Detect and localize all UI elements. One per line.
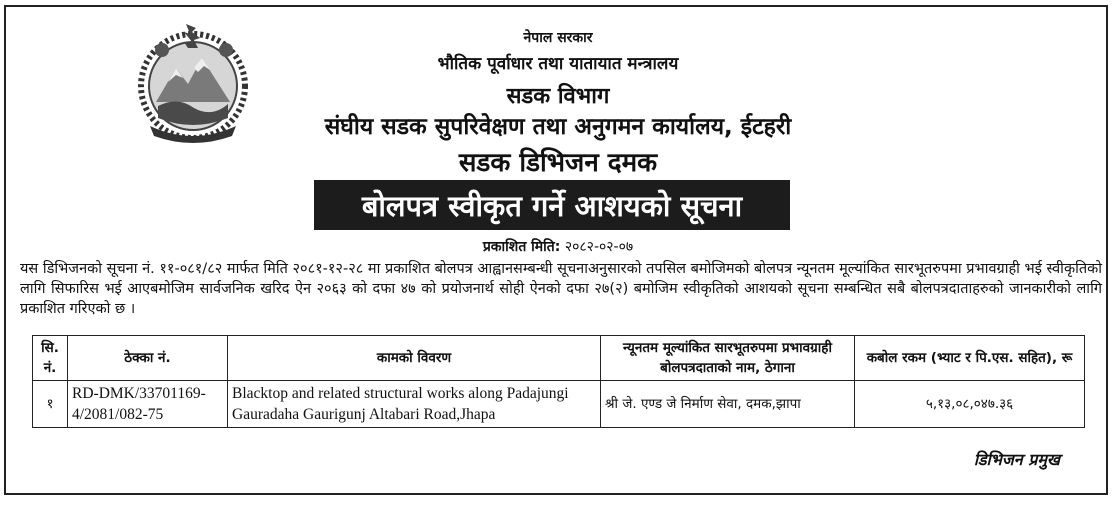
col-header-sn: सि. नं. [33, 336, 68, 381]
department-name: सडक विभाग [506, 84, 610, 109]
cell-contract-no: RD-DMK/33701169-4/2081/082-75 [68, 381, 228, 428]
cell-bidder: श्री जे. एण्ड जे निर्माण सेवा, दमक,झापा [601, 381, 855, 428]
cell-sn: १ [33, 381, 68, 428]
cell-amount: ५,१३,०८,०४७.३६ [855, 381, 1085, 428]
notice-title: बोलपत्र स्वीकृत गर्ने आशयको सूचना [314, 180, 790, 230]
col-header-description: कामको विवरण [228, 336, 601, 381]
office-name: संघीय सडक सुपरिवेक्षण तथा अनुगमन कार्यालय, ईटहरी [324, 114, 792, 140]
col-header-contract-no: ठेक्का नं. [68, 336, 228, 381]
table-row [33, 381, 1085, 428]
tender-table [32, 335, 1085, 428]
ministry-name: भौतिक पूर्वाधार तथा यातायात मन्त्रालय [437, 54, 679, 74]
published-label: प्रकाशित मिति: [482, 239, 561, 255]
division-name: सडक डिभिजन दमक [458, 148, 658, 178]
table-header-row [33, 336, 1085, 381]
cell-description: Blacktop and related structural works along Padajungi Gauradaha Gaurigunj Altabari Road,Jhapa [228, 381, 601, 428]
col-header-amount: कबोल रकम (भ्याट र पि.एस. सहित), रू [855, 336, 1085, 381]
notice-body: यस डिभिजनको सूचना नं. ११-०८१/८२ मार्फत मिति २०८१-१२-२८ मा प्रकाशित बोलपत्र आह्वानसम्बन्धी सूचनाअनुसारको तपसिल बमोजिमको बोलपत्र न्यूनतम मूल्यांकित सारभूतरुपमा प्रभावग्राही भई स्वीकृतिको लागि सिफारिस भई आएबमोजिम सार्वजनिक खरिद ऐन २०६३ को दफा ४७ को प्रयोजनार्थ सोही ऐनको दफा २७(२) बमोजिम स्वीकृतिको आशयको सूचना सम्बन्धित सबै बोलपत्रदाताहरुको जानकारीको लागि प्रकाशित गरिएको छ । [20, 261, 1102, 317]
government-name: नेपाल सरकार [523, 30, 593, 46]
publication-date [0, 237, 1116, 256]
signature-division-chief: डिभिजन प्रमुख [973, 450, 1060, 469]
col-header-bidder: न्यूनतम मूल्यांकित सारभूतरुपमा प्रभावग्राही बोलपत्रदाताको नाम, ठेगाना [601, 336, 855, 381]
published-date-value: २०८२-०२-०७ [564, 239, 634, 255]
